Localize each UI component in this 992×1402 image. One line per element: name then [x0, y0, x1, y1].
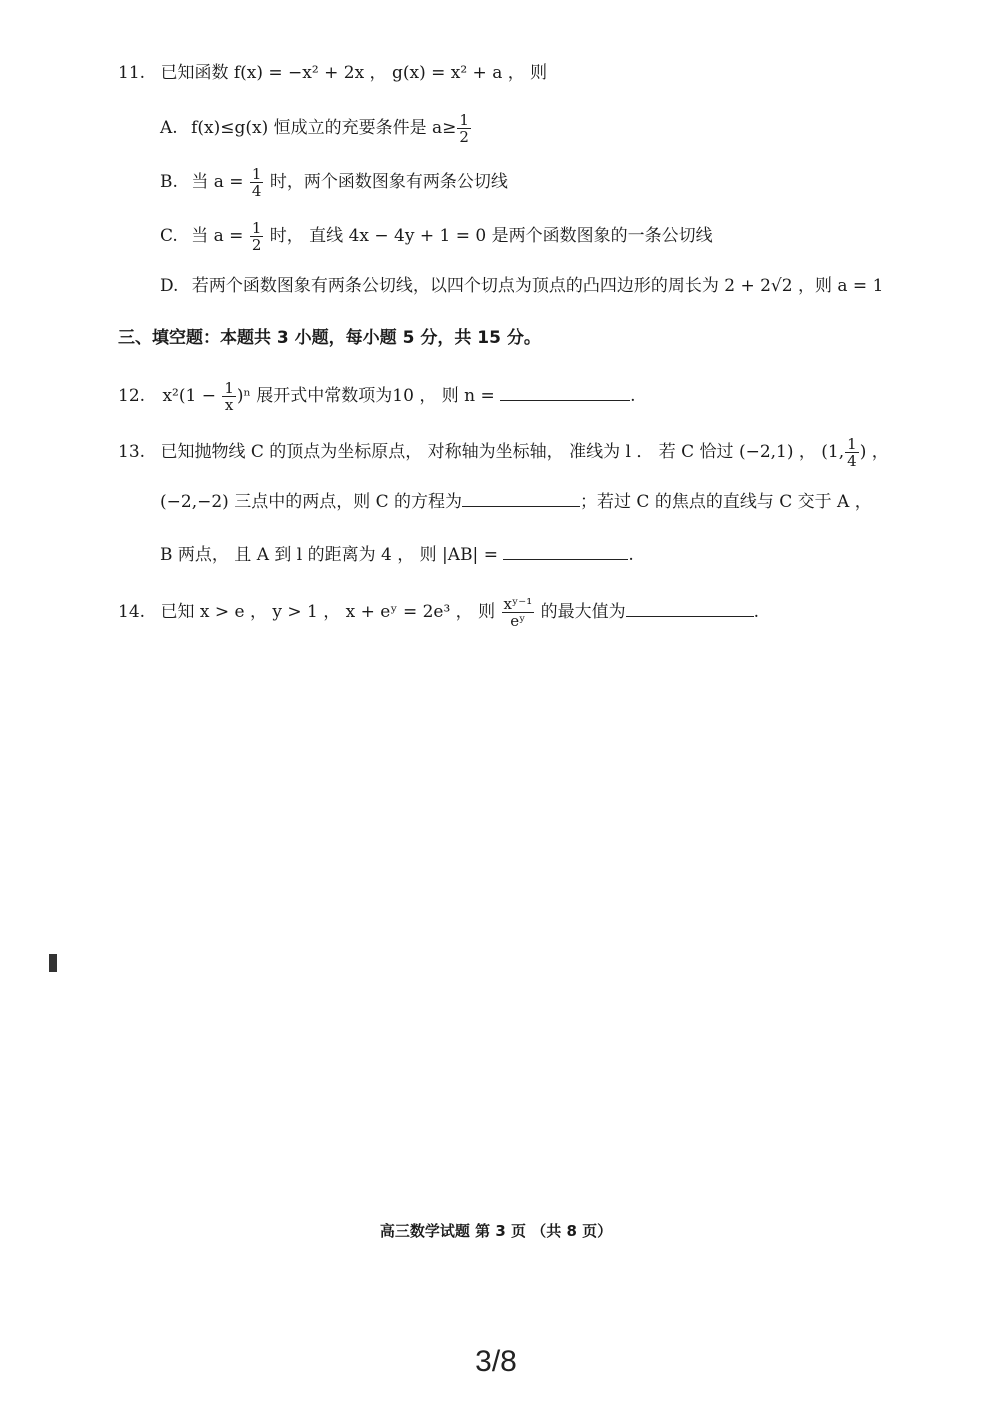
question-text-post: 的最大值为: [535, 602, 626, 622]
answer-blank-ab[interactable]: [503, 543, 628, 560]
question-text-pre: 已知抛物线 C 的顶点为坐标原点， 对称轴为坐标轴， 准线为 l ． 若 C 恰过 (−2,1) ， (1,: [160, 442, 845, 462]
denominator: 2: [251, 236, 262, 254]
question-13-line-3: [160, 543, 634, 566]
fraction: [502, 596, 535, 629]
option-text-pre: 当 a =: [191, 226, 249, 246]
denominator: 2: [459, 128, 469, 146]
question-12: [118, 380, 636, 413]
option-text: 若两个函数图象有两条公切线，以四个切点为顶点的凸四边形的周长为 2 + 2√2 ，则 a = 1: [191, 276, 884, 296]
numerator: 1: [251, 219, 262, 237]
page-indicator: 3/8: [475, 1345, 517, 1378]
option-text: f(x)≤g(x) 恒成立的充要条件是 a≥: [191, 118, 457, 138]
numerator: 1: [251, 165, 262, 183]
question-text-pre: (−2,−2) 三点中的两点，则 C 的方程为: [160, 492, 463, 512]
fraction: [250, 166, 264, 199]
question-text-pre: x²(1 −: [162, 386, 222, 406]
question-text-post: ；若过 C 的焦点的直线与 C 交于 A ，: [580, 492, 872, 512]
question-text: 已知函数 f(x) = −x² + 2x ， g(x) = x² + a ， 则: [160, 63, 548, 83]
answer-blank[interactable]: [626, 600, 754, 617]
option-d: [160, 275, 883, 297]
question-11-stem: [118, 62, 547, 84]
option-b: [160, 166, 508, 199]
fraction: [250, 220, 264, 253]
question-13-line-1: [118, 436, 889, 469]
question-number: 12.: [118, 386, 146, 406]
numerator: 1: [459, 111, 469, 129]
answer-blank[interactable]: [500, 384, 630, 401]
section-header: 三、填空题：本题共 3 小题，每小题 5 分，共 15 分。: [118, 328, 541, 348]
denominator: 4: [251, 182, 262, 200]
question-text-pre: B 两点， 且 A 到 l 的距离为 4 ， 则 |AB| =: [160, 545, 504, 565]
fraction: [222, 380, 236, 413]
option-text-post: 时， 直线 4x − 4y + 1 = 0 是两个函数图象的一条公切线: [264, 226, 713, 246]
question-number: 14.: [118, 602, 146, 622]
period: .: [630, 386, 636, 406]
fraction: [845, 436, 859, 469]
option-a: [160, 112, 472, 145]
question-text-pre: 已知 x > e ， y > 1 ， x + eʸ = 2e³ ， 则: [160, 602, 501, 622]
period: .: [753, 602, 760, 622]
answer-blank-equation[interactable]: [462, 490, 580, 507]
option-label: B.: [160, 172, 178, 192]
question-text-post: )ⁿ 展开式中常数项为10 ， 则 n =: [236, 386, 501, 406]
option-label: A.: [160, 118, 178, 138]
numerator: xʸ⁻¹: [503, 595, 533, 613]
fraction: [457, 112, 471, 145]
question-text-post: ) ，: [859, 442, 889, 462]
scan-mark: [49, 954, 57, 972]
option-label: C.: [160, 226, 178, 246]
question-number: 11.: [118, 63, 146, 83]
numerator: 1: [847, 435, 857, 453]
question-number: 13.: [118, 442, 146, 462]
option-text-pre: 当 a =: [191, 172, 249, 192]
question-14: [118, 596, 759, 629]
option-c: [160, 220, 713, 253]
period: .: [628, 545, 634, 565]
option-text-post: 时，两个函数图象有两条公切线: [264, 172, 508, 192]
denominator: eʸ: [510, 612, 526, 630]
denominator: 4: [847, 452, 857, 470]
numerator: 1: [224, 379, 234, 397]
option-label: D.: [160, 276, 179, 296]
question-13-line-2: [160, 490, 872, 513]
denominator: x: [224, 396, 234, 414]
page-footer: 高三数学试题 第 3 页 （共 8 页）: [379, 1222, 613, 1240]
